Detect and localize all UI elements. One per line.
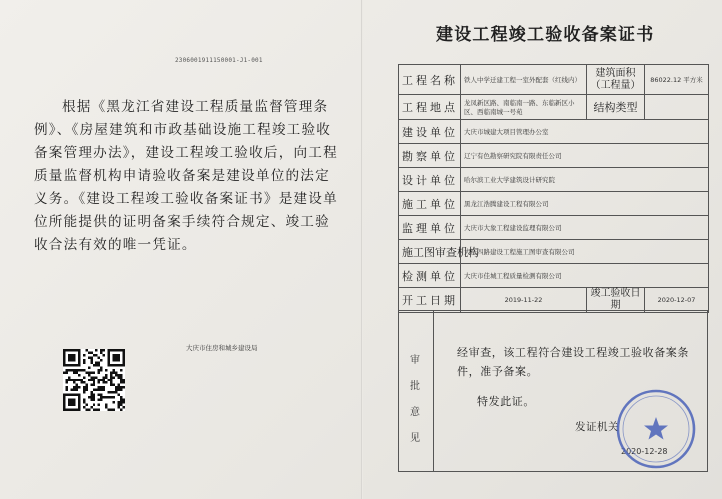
owner-label: 建设单位 bbox=[399, 120, 461, 144]
table-row bbox=[399, 65, 709, 95]
review-heading-char: 审 bbox=[410, 355, 420, 366]
construction-value: 黑龙江浩腾建设工程有限公司 bbox=[461, 192, 709, 216]
table-row bbox=[399, 216, 709, 240]
project-name-label: 工程名称 bbox=[399, 65, 461, 95]
official-seal-icon bbox=[614, 387, 698, 471]
location-label: 工程地点 bbox=[399, 95, 461, 120]
drawing-review-label: 施工图审查机构 bbox=[399, 240, 461, 264]
survey-label: 勘察单位 bbox=[399, 144, 461, 168]
certificate-title: 建设工程竣工验收备案证书 bbox=[436, 25, 655, 45]
review-heading-char: 见 bbox=[410, 433, 420, 444]
location-value: 龙凤新区路、南临南一路、东临新区小区、西临南城一号苑 bbox=[461, 95, 587, 120]
table-row bbox=[399, 264, 709, 288]
start-date-label: 开工日期 bbox=[399, 288, 461, 313]
acceptance-date-value: 2020-12-07 bbox=[645, 288, 709, 313]
area-value: 86022.12 平方米 bbox=[645, 65, 709, 95]
table-row bbox=[399, 168, 709, 192]
project-name-value: 铁人中学迁建工程一室外配套（红线内） bbox=[461, 65, 587, 95]
review-heading-char: 批 bbox=[410, 381, 420, 392]
table-row bbox=[399, 95, 709, 120]
issue-date: 2020-12-28 bbox=[621, 447, 668, 456]
table-row bbox=[399, 120, 709, 144]
structure-value bbox=[645, 95, 709, 120]
table-row bbox=[399, 192, 709, 216]
review-heading-char: 意 bbox=[410, 407, 420, 418]
certificate-serial-number: 2306001911150001-J1-001 bbox=[175, 57, 263, 64]
qr-code-icon bbox=[63, 349, 125, 411]
testing-label: 检测单位 bbox=[399, 264, 461, 288]
design-value: 哈尔滨工业大学建筑设计研究院 bbox=[461, 168, 709, 192]
table-row bbox=[399, 240, 709, 264]
design-label: 设计单位 bbox=[399, 168, 461, 192]
survey-value: 辽宁有色勘察研究院有限责任公司 bbox=[461, 144, 709, 168]
supervision-label: 监理单位 bbox=[399, 216, 461, 240]
page-fold-divider bbox=[361, 0, 363, 499]
review-certify-text: 特发此证。 bbox=[477, 395, 535, 408]
issuing-bureau-name: 大庆市住房和城乡建设局 bbox=[186, 344, 258, 352]
review-opinion-heading bbox=[399, 311, 434, 471]
table-row bbox=[399, 288, 709, 313]
supervision-value: 大庆市大象工程建设监理有限公司 bbox=[461, 216, 709, 240]
start-date-value: 2019-11-22 bbox=[461, 288, 587, 313]
structure-label: 结构类型 bbox=[587, 95, 645, 120]
construction-label: 施工单位 bbox=[399, 192, 461, 216]
issuing-authority-label: 发证机关 bbox=[575, 421, 619, 433]
drawing-review-value: 大庆四路建设工程施工图审查有限公司 bbox=[461, 240, 709, 264]
review-opinion-text: 经审查，该工程符合建设工程竣工验收备案条件，准予备案。 bbox=[457, 346, 689, 378]
owner-value: 大庆市城建大项目管理办公室 bbox=[461, 120, 709, 144]
testing-value: 大庆市佳城工程质量检测有限公司 bbox=[461, 264, 709, 288]
area-label: 建筑面积（工程量） bbox=[587, 65, 645, 95]
acceptance-date-label: 竣工验收日期 bbox=[587, 288, 645, 313]
intro-paragraph: 根据《黑龙江省建设工程质量监督管理条例》、《房屋建筑和市政基础设施工程竣工验收备案管理办法》，建设工程竣工验收后，向工程质量监督机构申请验收备案是建设单位的法定义务。《建设工程竣工验收备案证书》是建设单位所能提供的证明备案手续符合规定、竣工验收合法有效的唯一凭证。 bbox=[34, 99, 338, 253]
table-row bbox=[399, 144, 709, 168]
project-info-table bbox=[398, 64, 709, 313]
